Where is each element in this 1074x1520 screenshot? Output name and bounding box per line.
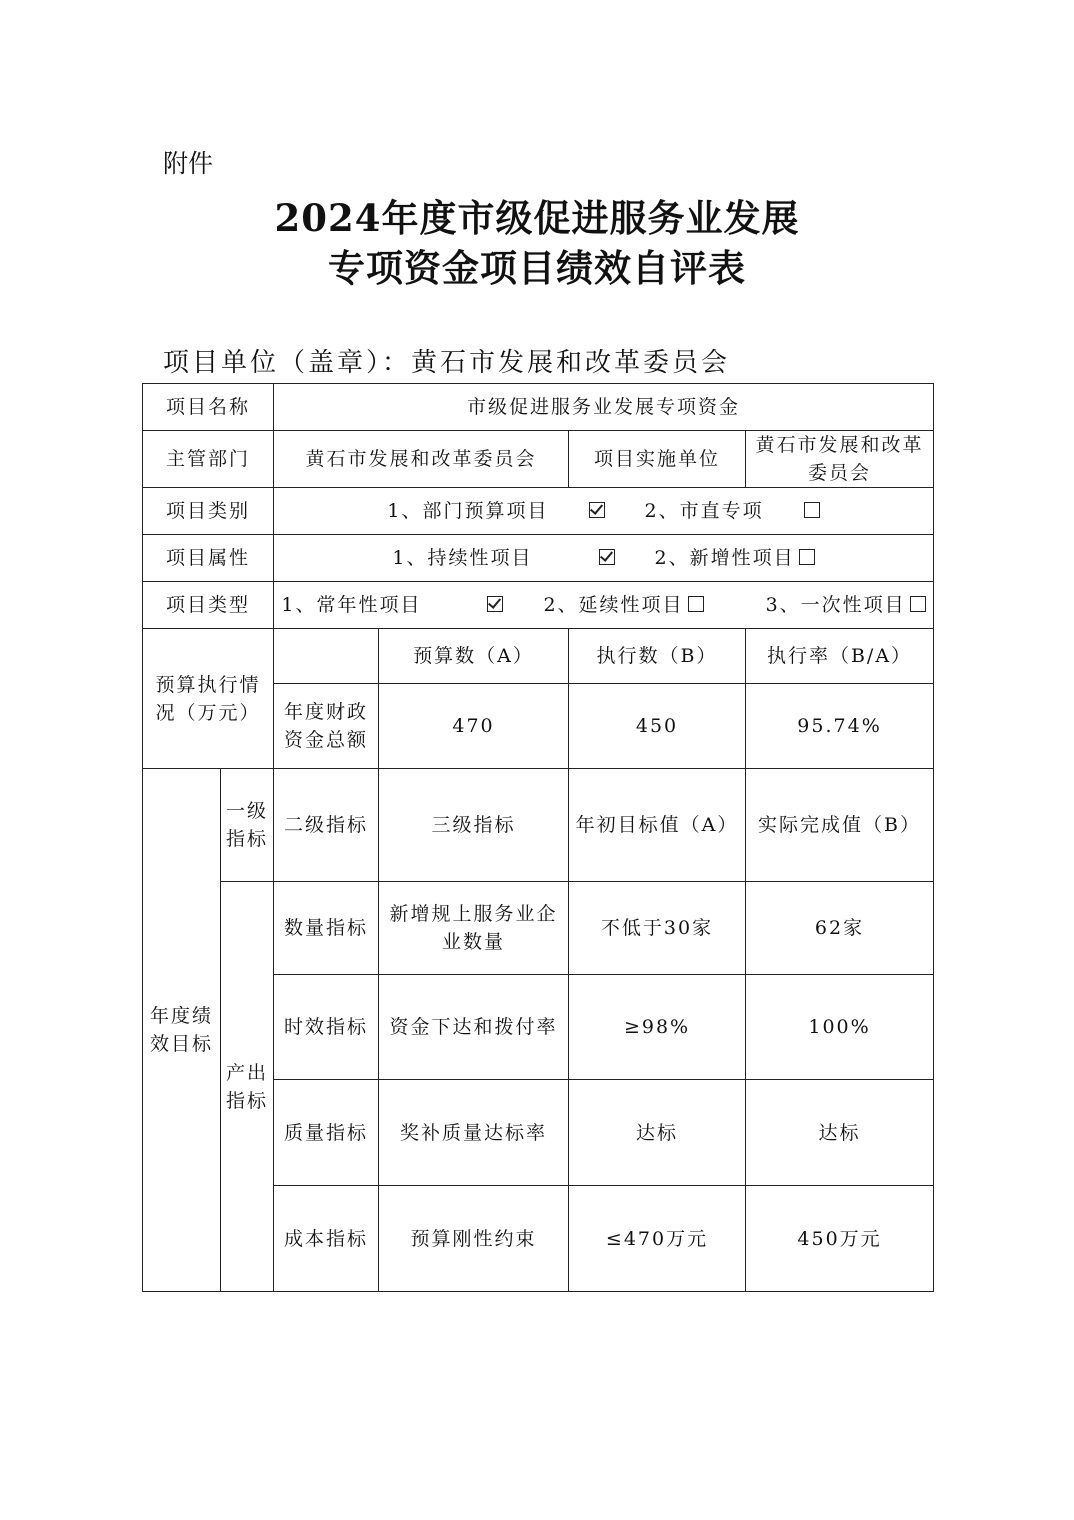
dept-label: 主管部门 xyxy=(143,431,274,488)
level2-header: 二级指标 xyxy=(274,769,379,882)
attribute-label: 项目属性 xyxy=(143,535,274,582)
project-unit-value: 黄石市发展和改革委员会 xyxy=(411,348,731,378)
budget-row-label: 年度财政资金总额 xyxy=(274,684,379,769)
budget-label: 预算执行情况（万元） xyxy=(143,629,274,769)
category-label: 项目类别 xyxy=(143,488,274,535)
category-opt2: 2、市直专项 xyxy=(644,500,764,522)
row-level3: 预算刚性约束 xyxy=(379,1186,569,1292)
budget-value-a: 470 xyxy=(379,684,569,769)
category-options xyxy=(274,488,934,535)
budget-value-b: 450 xyxy=(569,684,746,769)
type-label: 项目类型 xyxy=(143,582,274,629)
project-name-value: 市级促进服务业发展专项资金 xyxy=(274,384,934,431)
project-unit-label: 项目单位（盖章）： xyxy=(163,348,412,378)
attribute-options xyxy=(274,535,934,582)
row-actual: 达标 xyxy=(746,1080,934,1186)
category-opt1: 1、部门预算项目 xyxy=(387,500,549,522)
row-target: 不低于30家 xyxy=(569,882,746,975)
impl-value: 黄石市发展和改革委员会 xyxy=(746,431,934,488)
actual-header: 实际完成值（B） xyxy=(746,769,934,882)
targets-label: 年度绩效目标 xyxy=(143,769,221,1292)
budget-col-a: 预算数（A） xyxy=(379,629,569,684)
table-row xyxy=(143,769,934,882)
page-title-line1: 2024年度市级促进服务业发展 xyxy=(274,196,800,240)
unchecked-box-icon[interactable] xyxy=(688,596,704,612)
row-target: ≤470万元 xyxy=(569,1186,746,1292)
evaluation-table xyxy=(142,383,934,1292)
row-level2: 成本指标 xyxy=(274,1186,379,1292)
type-opt1: 1、常年性项目 xyxy=(281,594,422,616)
project-unit xyxy=(163,342,730,379)
target-header: 年初目标值（A） xyxy=(569,769,746,882)
table-row xyxy=(143,582,934,629)
checked-box-icon[interactable] xyxy=(589,502,605,518)
table-row xyxy=(143,488,934,535)
budget-value-rate: 95.74% xyxy=(746,684,934,769)
checked-box-icon[interactable] xyxy=(599,549,615,565)
table-row xyxy=(143,882,934,975)
level1-header: 一级指标 xyxy=(221,769,274,882)
row-level3: 新增规上服务业企业数量 xyxy=(379,882,569,975)
budget-col-b: 执行数（B） xyxy=(569,629,746,684)
row-level2: 数量指标 xyxy=(274,882,379,975)
empty-cell xyxy=(274,629,379,684)
attachment-label: 附件 xyxy=(163,149,214,178)
row-actual: 450万元 xyxy=(746,1186,934,1292)
unchecked-box-icon[interactable] xyxy=(804,502,820,518)
table-row xyxy=(143,431,934,488)
project-name-label: 项目名称 xyxy=(143,384,274,431)
row-level2: 时效指标 xyxy=(274,975,379,1080)
level1-output: 产出指标 xyxy=(221,882,274,1292)
row-level2: 质量指标 xyxy=(274,1080,379,1186)
row-actual: 62家 xyxy=(746,882,934,975)
type-opt3: 3、一次性项目 xyxy=(765,594,906,616)
row-level3: 资金下达和拨付率 xyxy=(379,975,569,1080)
level3-header: 三级指标 xyxy=(379,769,569,882)
table-row xyxy=(143,384,934,431)
unchecked-box-icon[interactable] xyxy=(799,549,815,565)
type-opt2: 2、延续性项目 xyxy=(543,594,684,616)
page-title-line2: 专项资金项目绩效自评表 xyxy=(328,246,746,290)
row-actual: 100% xyxy=(746,975,934,1080)
dept-value: 黄石市发展和改革委员会 xyxy=(274,431,569,488)
table-row xyxy=(143,535,934,582)
checked-box-icon[interactable] xyxy=(487,596,503,612)
type-options xyxy=(274,582,934,629)
row-level3: 奖补质量达标率 xyxy=(379,1080,569,1186)
unchecked-box-icon[interactable] xyxy=(910,596,926,612)
row-target: ≥98% xyxy=(569,975,746,1080)
table-row xyxy=(143,629,934,684)
attribute-opt2: 2、新增性项目 xyxy=(654,547,795,569)
budget-col-rate: 执行率（B/A） xyxy=(746,629,934,684)
impl-label: 项目实施单位 xyxy=(569,431,746,488)
row-target: 达标 xyxy=(569,1080,746,1186)
attribute-opt1: 1、持续性项目 xyxy=(392,547,533,569)
